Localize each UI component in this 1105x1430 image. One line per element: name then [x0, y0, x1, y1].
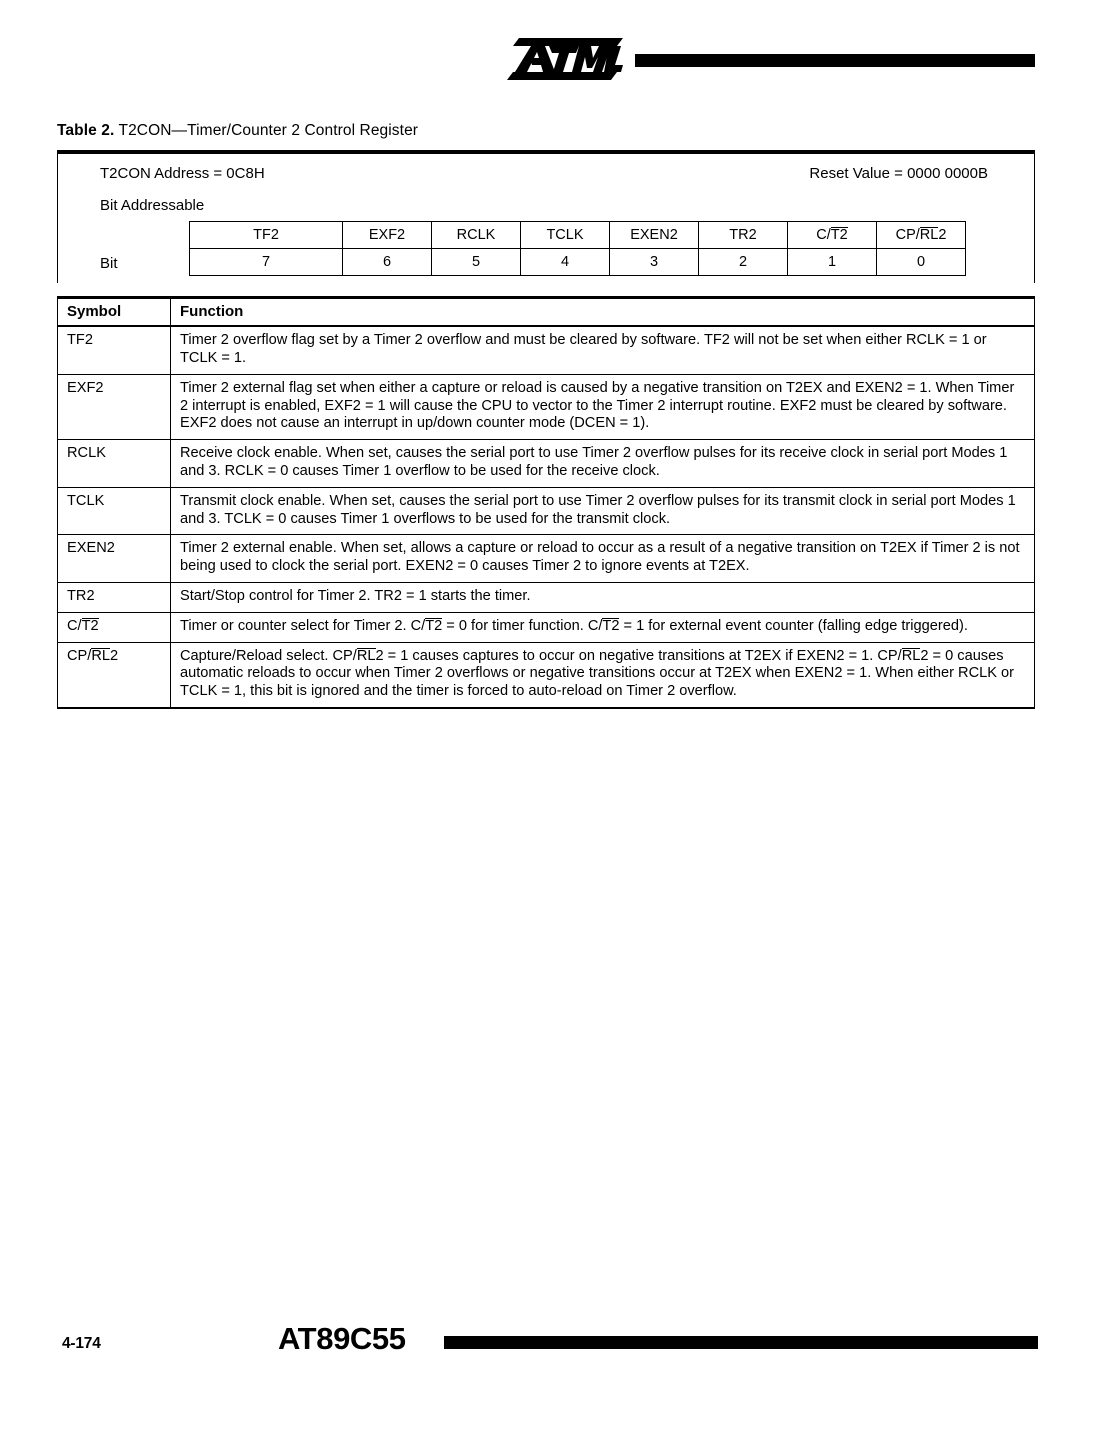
table-caption-label: Table 2.	[57, 122, 115, 139]
symbol-cell: TR2	[58, 583, 171, 613]
bit-index-cell: 1	[788, 249, 877, 276]
symbol-cell: CP/RL2	[58, 642, 171, 708]
function-table-head	[58, 298, 1035, 327]
bit-index-row	[190, 249, 966, 276]
part-number: AT89C55	[278, 1321, 406, 1356]
page-number: 4-174	[62, 1335, 101, 1352]
bit-name-cell: C/T2	[788, 222, 877, 249]
symbol-cell: C/T2	[58, 612, 171, 642]
function-cell: Timer 2 external flag set when either a capture or reload is caused by a negative transition on T2EX and EXEN2 = 1. When Timer 2 interrupt is enabled, EXF2 = 1 will cause the CPU to vector to the Timer 2 interrupt routine. EXF2 must be cleared by software. EXF2 does not cause an interrupt in up/down counter mode (DCEN = 1).	[171, 374, 1035, 439]
overline-segment: T2	[81, 617, 99, 634]
symbol-cell: TCLK	[58, 487, 171, 535]
page-title	[57, 122, 418, 140]
footer-rule	[444, 1336, 1038, 1349]
bit-addressable-label: Bit Addressable	[100, 197, 205, 214]
bit-index-cell: 6	[343, 249, 432, 276]
bit-field-grid	[189, 221, 966, 276]
overline-segment: T2	[602, 617, 620, 634]
table-row	[58, 374, 1035, 439]
overline-segment: RL	[91, 647, 110, 664]
function-cell: Timer 2 overflow flag set by a Timer 2 overflow and must be cleared by software. TF2 will not be set when either RCLK = 1 or TCLK = 1.	[171, 326, 1035, 374]
table-caption-title: T2CON—Timer/Counter 2 Control Register	[118, 122, 419, 139]
bit-name-cell: TR2	[699, 222, 788, 249]
table-row	[58, 642, 1035, 708]
symbol-cell: EXEN2	[58, 535, 171, 583]
function-cell: Timer or counter select for Timer 2. C/T2 = 0 for timer function. C/T2 = 1 for external event counter (falling edge triggered).	[171, 612, 1035, 642]
table-row	[58, 612, 1035, 642]
overline-segment: RL	[356, 647, 376, 664]
page-footer	[0, 1318, 1105, 1378]
register-reset-value: Reset Value = 0000 0000B	[809, 165, 988, 182]
page-header	[0, 0, 1105, 100]
bit-name-row	[190, 222, 966, 249]
bit-index-cell: 4	[521, 249, 610, 276]
bit-name-cell: CP/RL2	[877, 222, 966, 249]
column-header-symbol: Symbol	[58, 298, 171, 327]
header-rule	[635, 54, 1035, 67]
symbol-cell: RCLK	[58, 440, 171, 488]
table-row	[58, 535, 1035, 583]
overline-segment: T2	[830, 227, 848, 243]
bit-name-cell: RCLK	[432, 222, 521, 249]
bit-index-cell: 2	[699, 249, 788, 276]
bit-name-cell: TCLK	[521, 222, 610, 249]
bit-index-cell: 7	[190, 249, 343, 276]
overline-segment: RL	[919, 227, 939, 243]
bit-field-grid-body	[190, 222, 966, 276]
bit-row-label: Bit	[100, 255, 118, 272]
function-table	[57, 296, 1035, 709]
bit-name-cell: EXEN2	[610, 222, 699, 249]
symbol-cell: TF2	[58, 326, 171, 374]
function-cell: Receive clock enable. When set, causes the serial port to use Timer 2 overflow pulses for its receive clock in serial port Modes 1 and 3. RCLK = 0 causes Timer 1 overflow to be used for the receive clock.	[171, 440, 1035, 488]
overline-segment: T2	[425, 617, 443, 634]
function-cell: Timer 2 external enable. When set, allows a capture or reload to occur as a result of a negative transition on T2EX if Timer 2 is not being used to clock the serial port. EXEN2 = 0 causes Timer 2 to ignore events at T2EX.	[171, 535, 1035, 583]
bit-name-cell: EXF2	[343, 222, 432, 249]
symbol-cell: EXF2	[58, 374, 171, 439]
table-row	[58, 583, 1035, 613]
function-cell: Start/Stop control for Timer 2. TR2 = 1 starts the timer.	[171, 583, 1035, 613]
overline-segment: RL	[901, 647, 921, 664]
register-address: T2CON Address = 0C8H	[100, 165, 265, 182]
bit-index-cell: 0	[877, 249, 966, 276]
atmel-logo	[505, 34, 625, 82]
bit-index-cell: 5	[432, 249, 521, 276]
function-cell: Transmit clock enable. When set, causes the serial port to use Timer 2 overflow pulses for its transmit clock in serial port Modes 1 and 3. TCLK = 0 causes Timer 1 overflows to be used for the transmit clock.	[171, 487, 1035, 535]
bit-index-cell: 3	[610, 249, 699, 276]
table-row	[58, 487, 1035, 535]
function-cell: Capture/Reload select. CP/RL2 = 1 causes captures to occur on negative transitions at T2EX if EXEN2 = 1. CP/RL2 = 0 causes automatic reloads to occur when Timer 2 overflows or negative transitions occur at T2EX when EXEN2 = 1. When either RCLK or TCLK = 1, this bit is ignored and the timer is forced to auto-reload on Timer 2 overflow.	[171, 642, 1035, 708]
table-row	[58, 326, 1035, 374]
table-row	[58, 440, 1035, 488]
function-table-body	[58, 326, 1035, 708]
column-header-function: Function	[171, 298, 1035, 327]
function-table-header-row	[58, 298, 1035, 327]
register-summary-box	[57, 150, 1035, 283]
bit-name-cell: TF2	[190, 222, 343, 249]
